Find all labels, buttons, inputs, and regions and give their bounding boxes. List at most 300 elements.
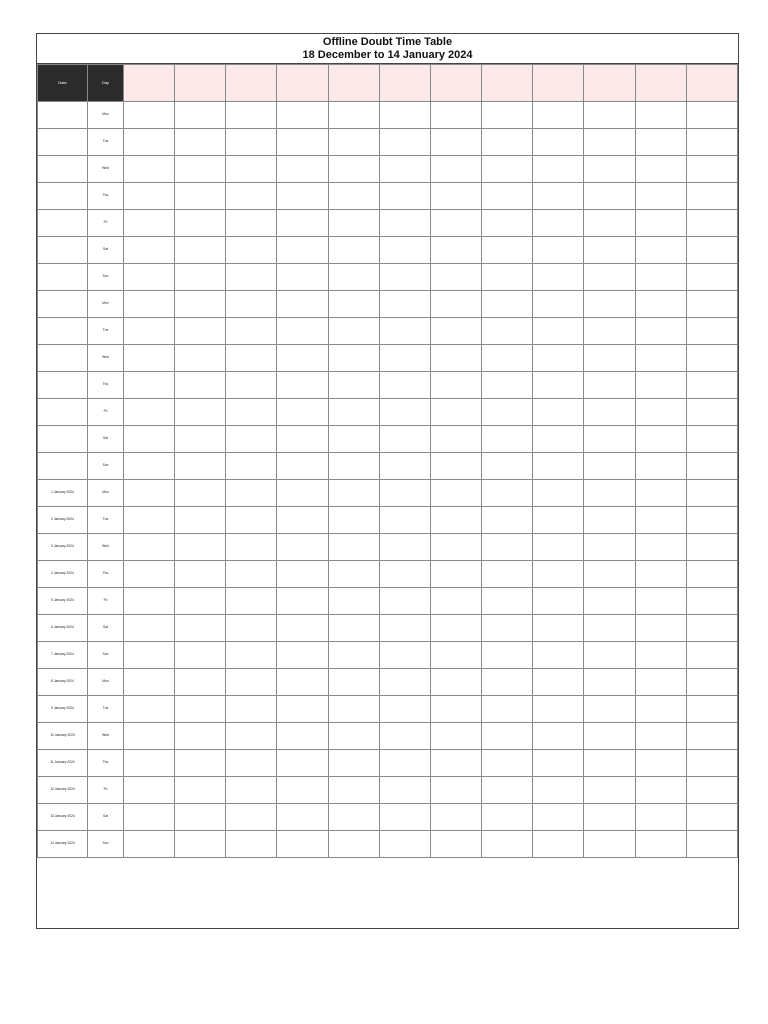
table-cell — [482, 102, 533, 129]
table-row — [38, 723, 738, 750]
table-row — [38, 156, 738, 183]
table-cell — [430, 723, 481, 750]
table-cell — [328, 291, 379, 318]
table-cell — [226, 102, 277, 129]
table-cell — [482, 642, 533, 669]
table-cell — [482, 723, 533, 750]
table-cell — [379, 399, 430, 426]
table-cell — [328, 777, 379, 804]
table-cell — [686, 318, 737, 345]
table-cell — [584, 642, 635, 669]
table-cell — [430, 777, 481, 804]
table-cell — [175, 642, 226, 669]
table-cell — [277, 480, 328, 507]
table-cell — [277, 426, 328, 453]
table-cell — [328, 696, 379, 723]
table-row — [38, 291, 738, 318]
table-cell — [430, 318, 481, 345]
table-cell — [175, 561, 226, 588]
table-cell — [635, 534, 686, 561]
table-cell — [175, 345, 226, 372]
table-cell — [635, 453, 686, 480]
table-cell — [533, 696, 584, 723]
day-cell: Mon — [88, 480, 124, 507]
table-cell — [379, 480, 430, 507]
table-cell — [533, 831, 584, 858]
table-row — [38, 696, 738, 723]
table-cell — [430, 696, 481, 723]
table-cell — [226, 237, 277, 264]
header-cell — [686, 65, 737, 102]
table-cell — [379, 237, 430, 264]
table-cell — [584, 156, 635, 183]
table-cell — [175, 750, 226, 777]
table-cell — [482, 696, 533, 723]
table-cell — [226, 210, 277, 237]
date-cell — [38, 453, 88, 480]
header-cell — [175, 65, 226, 102]
table-cell — [124, 534, 175, 561]
table-cell — [635, 345, 686, 372]
table-row — [38, 642, 738, 669]
table-cell — [686, 345, 737, 372]
header-row — [38, 65, 738, 102]
table-cell — [533, 183, 584, 210]
date-cell — [38, 183, 88, 210]
date-cell — [38, 426, 88, 453]
table-cell — [226, 183, 277, 210]
table-cell — [328, 318, 379, 345]
table-cell — [226, 534, 277, 561]
table-cell — [124, 372, 175, 399]
table-cell — [277, 831, 328, 858]
day-cell: Tue — [88, 696, 124, 723]
table-cell — [686, 723, 737, 750]
table-cell — [533, 129, 584, 156]
table-cell — [175, 129, 226, 156]
table-cell — [635, 831, 686, 858]
table-cell — [226, 831, 277, 858]
table-cell — [430, 831, 481, 858]
table-cell — [482, 615, 533, 642]
table-cell — [686, 696, 737, 723]
table-cell — [482, 399, 533, 426]
table-cell — [328, 507, 379, 534]
header-cell: Date — [38, 65, 88, 102]
table-row — [38, 831, 738, 858]
date-cell: 8 January 2024 — [38, 669, 88, 696]
table-cell — [635, 588, 686, 615]
table-cell — [482, 453, 533, 480]
table-row — [38, 750, 738, 777]
table-cell — [175, 426, 226, 453]
date-cell — [38, 156, 88, 183]
table-cell — [430, 669, 481, 696]
table-cell — [533, 399, 584, 426]
table-cell — [533, 102, 584, 129]
table-cell — [482, 804, 533, 831]
table-cell — [226, 372, 277, 399]
table-cell — [175, 237, 226, 264]
table-cell — [533, 291, 584, 318]
table-cell — [328, 615, 379, 642]
day-cell: Thu — [88, 372, 124, 399]
table-cell — [635, 723, 686, 750]
table-cell — [635, 183, 686, 210]
table-cell — [584, 696, 635, 723]
table-cell — [175, 183, 226, 210]
table-cell — [584, 210, 635, 237]
table-cell — [430, 291, 481, 318]
table-cell — [686, 453, 737, 480]
table-cell — [124, 804, 175, 831]
date-cell — [38, 264, 88, 291]
table-cell — [686, 129, 737, 156]
table-cell — [482, 183, 533, 210]
table-cell — [175, 399, 226, 426]
table-row — [38, 480, 738, 507]
table-cell — [379, 156, 430, 183]
table-cell — [686, 777, 737, 804]
table-cell — [277, 264, 328, 291]
table-cell — [124, 696, 175, 723]
table-cell — [533, 372, 584, 399]
table-row — [38, 237, 738, 264]
table-cell — [482, 237, 533, 264]
table-cell — [226, 804, 277, 831]
page-subtitle: 18 December to 14 January 2024 — [302, 49, 473, 61]
table-cell — [226, 642, 277, 669]
table-cell — [379, 264, 430, 291]
table-row — [38, 777, 738, 804]
table-cell — [175, 156, 226, 183]
date-cell — [38, 345, 88, 372]
table-cell — [175, 210, 226, 237]
table-cell — [584, 264, 635, 291]
table-cell — [379, 750, 430, 777]
day-cell: Tue — [88, 129, 124, 156]
table-cell — [533, 534, 584, 561]
header-cell — [482, 65, 533, 102]
table-cell — [635, 129, 686, 156]
date-cell: 13 January 2024 — [38, 804, 88, 831]
table-cell — [277, 345, 328, 372]
table-cell — [124, 156, 175, 183]
table-cell — [533, 750, 584, 777]
table-row — [38, 318, 738, 345]
table-body — [38, 102, 738, 858]
table-cell — [430, 264, 481, 291]
table-cell — [635, 615, 686, 642]
table-row — [38, 399, 738, 426]
table-cell — [124, 291, 175, 318]
day-cell: Fri — [88, 399, 124, 426]
table-cell — [635, 156, 686, 183]
header-cell — [328, 65, 379, 102]
table-cell — [482, 345, 533, 372]
table-cell — [124, 588, 175, 615]
table-cell — [584, 831, 635, 858]
table-cell — [277, 777, 328, 804]
table-cell — [175, 534, 226, 561]
table-cell — [124, 480, 175, 507]
table-row — [38, 426, 738, 453]
table-cell — [277, 372, 328, 399]
day-cell: Sun — [88, 831, 124, 858]
table-cell — [124, 237, 175, 264]
table-cell — [226, 399, 277, 426]
table-cell — [635, 480, 686, 507]
table-cell — [430, 372, 481, 399]
table-cell — [635, 561, 686, 588]
table-row — [38, 453, 738, 480]
day-cell: Sun — [88, 264, 124, 291]
table-cell — [277, 156, 328, 183]
table-cell — [686, 372, 737, 399]
table-cell — [584, 426, 635, 453]
table-cell — [124, 129, 175, 156]
table-cell — [482, 588, 533, 615]
table-cell — [533, 156, 584, 183]
table-cell — [277, 561, 328, 588]
table-cell — [533, 777, 584, 804]
table-row — [38, 561, 738, 588]
date-cell: 6 January 2024 — [38, 615, 88, 642]
table-cell — [124, 345, 175, 372]
table-cell — [584, 129, 635, 156]
table-cell — [379, 183, 430, 210]
table-cell — [226, 669, 277, 696]
table-cell — [635, 399, 686, 426]
table-cell — [584, 534, 635, 561]
date-cell: 3 January 2024 — [38, 534, 88, 561]
table-cell — [277, 237, 328, 264]
table-cell — [584, 507, 635, 534]
table-cell — [482, 831, 533, 858]
table-cell — [635, 237, 686, 264]
table-cell — [635, 372, 686, 399]
table-cell — [175, 453, 226, 480]
table-cell — [328, 129, 379, 156]
table-cell — [277, 318, 328, 345]
header-cell — [277, 65, 328, 102]
table-cell — [584, 372, 635, 399]
date-cell — [38, 399, 88, 426]
day-cell: Fri — [88, 588, 124, 615]
table-row — [38, 345, 738, 372]
table-cell — [328, 804, 379, 831]
table-cell — [533, 561, 584, 588]
table-cell — [482, 129, 533, 156]
table-cell — [226, 750, 277, 777]
table-cell — [430, 453, 481, 480]
table-cell — [686, 507, 737, 534]
table-cell — [635, 669, 686, 696]
table-cell — [379, 426, 430, 453]
table-cell — [277, 696, 328, 723]
table-cell — [124, 453, 175, 480]
table-cell — [584, 318, 635, 345]
table-cell — [328, 480, 379, 507]
day-cell: Tue — [88, 318, 124, 345]
table-row — [38, 507, 738, 534]
date-cell: 4 January 2024 — [38, 561, 88, 588]
day-cell: Tue — [88, 507, 124, 534]
day-cell: Wed — [88, 156, 124, 183]
table-cell — [328, 723, 379, 750]
table-cell — [430, 102, 481, 129]
title-block — [37, 34, 738, 64]
table-cell — [277, 129, 328, 156]
table-cell — [175, 804, 226, 831]
table-cell — [430, 426, 481, 453]
table-cell — [226, 507, 277, 534]
table-cell — [124, 723, 175, 750]
table-cell — [226, 480, 277, 507]
table-cell — [584, 723, 635, 750]
table-cell — [277, 642, 328, 669]
table-cell — [328, 183, 379, 210]
table-cell — [379, 345, 430, 372]
table-cell — [533, 345, 584, 372]
table-cell — [328, 561, 379, 588]
table-cell — [533, 237, 584, 264]
date-cell: 10 January 2024 — [38, 723, 88, 750]
table-cell — [533, 669, 584, 696]
table-cell — [226, 696, 277, 723]
table-cell — [533, 804, 584, 831]
table-cell — [686, 156, 737, 183]
table-cell — [533, 642, 584, 669]
table-cell — [686, 237, 737, 264]
table-cell — [226, 723, 277, 750]
date-cell — [38, 129, 88, 156]
table-cell — [379, 804, 430, 831]
table-cell — [379, 129, 430, 156]
date-cell: 5 January 2024 — [38, 588, 88, 615]
table-cell — [226, 156, 277, 183]
table-cell — [226, 588, 277, 615]
table-cell — [277, 588, 328, 615]
date-cell — [38, 102, 88, 129]
table-cell — [686, 750, 737, 777]
table-cell — [277, 507, 328, 534]
header-cell — [584, 65, 635, 102]
table-cell — [584, 804, 635, 831]
date-cell: 1 January 2024 — [38, 480, 88, 507]
table-cell — [379, 615, 430, 642]
table-cell — [175, 696, 226, 723]
table-cell — [379, 372, 430, 399]
table-cell — [686, 183, 737, 210]
table-cell — [124, 399, 175, 426]
table-cell — [482, 777, 533, 804]
table-cell — [226, 291, 277, 318]
table-row — [38, 183, 738, 210]
table-cell — [226, 561, 277, 588]
table-cell — [584, 588, 635, 615]
table-cell — [584, 399, 635, 426]
day-cell: Thu — [88, 183, 124, 210]
table-cell — [124, 750, 175, 777]
table-cell — [482, 750, 533, 777]
table-cell — [533, 426, 584, 453]
table-cell — [226, 453, 277, 480]
table-cell — [175, 102, 226, 129]
table-cell — [124, 102, 175, 129]
table-cell — [430, 588, 481, 615]
table-cell — [430, 804, 481, 831]
table-cell — [124, 318, 175, 345]
table-cell — [686, 561, 737, 588]
table-row — [38, 615, 738, 642]
table-cell — [379, 588, 430, 615]
timetable — [37, 64, 738, 858]
day-cell: Mon — [88, 291, 124, 318]
table-cell — [635, 264, 686, 291]
table-row — [38, 588, 738, 615]
table-cell — [379, 534, 430, 561]
table-cell — [533, 615, 584, 642]
table-cell — [430, 129, 481, 156]
table-row — [38, 372, 738, 399]
table-cell — [124, 669, 175, 696]
table-cell — [635, 318, 686, 345]
table-cell — [533, 264, 584, 291]
table-cell — [584, 183, 635, 210]
table-cell — [124, 264, 175, 291]
table-cell — [686, 615, 737, 642]
table-cell — [328, 534, 379, 561]
table-cell — [533, 507, 584, 534]
table-cell — [430, 534, 481, 561]
table-cell — [277, 615, 328, 642]
table-cell — [328, 102, 379, 129]
table-cell — [175, 264, 226, 291]
table-row — [38, 264, 738, 291]
table-cell — [686, 480, 737, 507]
table-cell — [482, 318, 533, 345]
table-cell — [482, 534, 533, 561]
table-cell — [277, 183, 328, 210]
day-cell: Fri — [88, 210, 124, 237]
table-cell — [430, 507, 481, 534]
table-cell — [277, 399, 328, 426]
header-cell — [430, 65, 481, 102]
table-cell — [686, 588, 737, 615]
table-cell — [686, 831, 737, 858]
table-cell — [328, 426, 379, 453]
date-cell — [38, 210, 88, 237]
table-cell — [635, 777, 686, 804]
table-cell — [328, 372, 379, 399]
table-cell — [175, 372, 226, 399]
table-cell — [584, 480, 635, 507]
table-cell — [430, 399, 481, 426]
table-cell — [175, 480, 226, 507]
day-cell: Wed — [88, 345, 124, 372]
day-cell: Sat — [88, 237, 124, 264]
date-cell: 14 January 2024 — [38, 831, 88, 858]
table-cell — [379, 723, 430, 750]
table-cell — [328, 588, 379, 615]
table-cell — [277, 750, 328, 777]
table-cell — [686, 102, 737, 129]
table-cell — [277, 534, 328, 561]
table-cell — [175, 588, 226, 615]
table-cell — [328, 156, 379, 183]
table-cell — [430, 750, 481, 777]
